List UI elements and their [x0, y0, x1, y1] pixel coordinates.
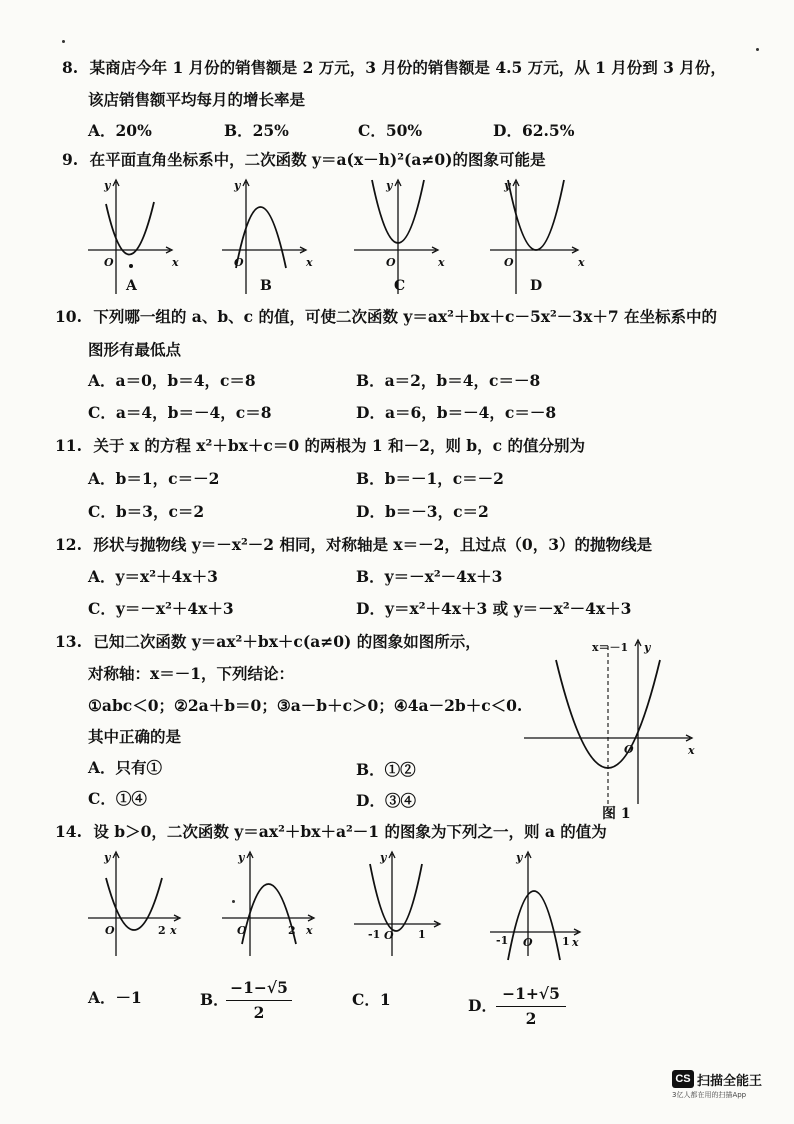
- scanner-brand: 扫描全能王: [697, 1073, 763, 1089]
- q8-option-a: A．20%: [88, 121, 152, 140]
- q10-number: 10.: [55, 307, 82, 326]
- q12-stem: 形状与抛物线 y＝－x²－2 相同，对称轴是 x＝－2，且过点（0，3）的抛物线是: [93, 535, 652, 554]
- vertex-dot: [129, 264, 133, 268]
- root-label-negative: -1: [368, 928, 381, 941]
- figure-caption: 图 1: [602, 806, 631, 822]
- root-label-positive: 1: [418, 928, 426, 941]
- q13-line-4: 其中正确的是: [88, 727, 182, 746]
- q11-option-b: B．b＝－1，c＝－2: [356, 469, 504, 488]
- parabola-curve: [370, 864, 422, 931]
- q14-option-b-letter: B．: [200, 990, 229, 1009]
- fraction-bar: [496, 1006, 566, 1007]
- q11-line-1: [55, 436, 585, 456]
- q14-option-b-fraction: [226, 978, 292, 1023]
- y-axis-label: y: [234, 179, 241, 192]
- q12-line-1: [55, 535, 652, 555]
- fraction-numerator: −1−√5: [230, 978, 288, 997]
- origin-label: O: [234, 256, 244, 269]
- x-axis-label: x: [578, 256, 585, 269]
- q8-option-b: B．25%: [224, 121, 289, 140]
- origin-label: O: [237, 924, 247, 937]
- root-label-positive: 1: [562, 935, 570, 948]
- q14-figure-1: [86, 848, 191, 960]
- q8-number: 8.: [62, 58, 79, 77]
- x-axis-label: x: [688, 744, 695, 757]
- q11-number: 11.: [55, 436, 82, 455]
- q8-stem: 某商店今年 1 月份的销售额是 2 万元，3 月份的销售额是 4.5 万元，从 1 月份到 3 月份，: [89, 58, 726, 77]
- symmetry-axis-label: x＝－1: [592, 641, 629, 654]
- q10-option-a: A．a＝0，b＝4，c＝8: [88, 371, 256, 390]
- q14-option-a: A．－1: [88, 988, 142, 1007]
- origin-label: O: [105, 924, 115, 937]
- q13-line-3: ①abc＜0；②2a＋b＝0；③a－b＋c＞0；④4a－2b＋c＜0.: [88, 696, 523, 715]
- y-axis-label: y: [238, 851, 245, 864]
- q13-number: 13.: [55, 632, 82, 651]
- x-axis-label: x: [170, 924, 177, 937]
- x-axis-label: x: [438, 256, 445, 269]
- q10-option-d: D．a＝6，b＝－4，c＝－8: [356, 403, 557, 422]
- fraction-denominator: 2: [525, 1009, 537, 1028]
- q8-option-d: D．62.5%: [493, 121, 575, 140]
- scan-speck: [756, 48, 759, 51]
- x-axis-label: x: [306, 924, 313, 937]
- q14-line-1: [55, 822, 607, 842]
- q11-stem: 关于 x 的方程 x²＋bx＋c＝0 的两根为 1 和－2，则 b，c 的值分别为: [93, 436, 585, 455]
- scan-speck: [232, 900, 235, 903]
- q13-option-d: D．③④: [356, 791, 416, 810]
- origin-label: O: [624, 743, 634, 756]
- origin-label: O: [504, 256, 514, 269]
- y-axis-label: y: [516, 851, 523, 864]
- x-axis-label: x: [172, 256, 179, 269]
- q13-figure: [520, 636, 705, 822]
- q14-option-d-letter: D．: [468, 996, 497, 1015]
- q12-option-c: C．y＝－x²＋4x＋3: [88, 599, 234, 618]
- q13-stem: 已知二次函数 y＝ax²＋bx＋c(a≠0) 的图象如图所示，: [93, 632, 481, 651]
- scanner-logo-icon: CS: [672, 1070, 694, 1088]
- scan-speck: [62, 40, 65, 43]
- origin-label: O: [384, 929, 394, 942]
- q9-figure-c: [352, 176, 452, 298]
- origin-label: O: [386, 256, 396, 269]
- scanner-watermark: [672, 1068, 763, 1099]
- q14-figure-4: [488, 848, 593, 960]
- x-axis-label: x: [572, 936, 579, 949]
- parabola-curve: [508, 891, 560, 960]
- q10-line-1: [55, 307, 717, 327]
- q10-option-c: C．a＝4，b＝－4，c＝8: [88, 403, 272, 422]
- fraction-denominator: 2: [253, 1003, 265, 1022]
- y-axis-label: y: [104, 851, 111, 864]
- q10-stem: 下列哪一组的 a、b、c 的值，可使二次函数 y＝ax²＋bx＋c－5x²－3x＋7 在坐标系中的: [93, 307, 718, 326]
- origin-label: O: [523, 936, 533, 949]
- q13-line-1: [55, 632, 481, 652]
- q14-figure-3: [352, 848, 457, 960]
- q14-number: 14.: [55, 822, 82, 841]
- q11-option-d: D．b＝－3，c＝2: [356, 502, 489, 521]
- q14-option-c: C．1: [352, 990, 391, 1009]
- fraction-bar: [226, 1000, 292, 1001]
- scanner-tagline: 3亿人都在用的扫描App: [672, 1091, 747, 1099]
- root-label-negative: -1: [496, 934, 509, 947]
- q9-number: 9.: [62, 150, 79, 169]
- y-axis-label: y: [104, 179, 111, 192]
- q12-number: 12.: [55, 535, 82, 554]
- q9-caption-d: D: [530, 278, 543, 294]
- q14-option-d-fraction: [496, 984, 566, 1029]
- q14-figure-2: [220, 848, 325, 960]
- q13-option-b: B．①②: [356, 760, 416, 779]
- q9-caption-b: B: [260, 278, 272, 294]
- y-axis-label: y: [644, 641, 651, 654]
- q9-caption-c: C: [394, 278, 406, 294]
- q14-stem: 设 b＞0，二次函数 y＝ax²＋bx＋a²－1 的图象为下列之一，则 a 的值为: [93, 822, 607, 841]
- root-label: 2: [158, 924, 166, 937]
- q13-line-2: 对称轴：x＝－1，下列结论：: [88, 664, 295, 683]
- y-axis-label: y: [504, 179, 511, 192]
- q12-option-a: A．y＝x²＋4x＋3: [88, 567, 218, 586]
- q9-figure-a: [86, 176, 186, 298]
- root-label: 2: [288, 924, 296, 937]
- q8-line-1: [62, 58, 726, 78]
- y-axis-label: y: [386, 179, 393, 192]
- q9-figure-b: [220, 176, 320, 298]
- q13-option-c: C．①④: [88, 789, 147, 808]
- q9-stem: 在平面直角坐标系中，二次函数 y＝a(x－h)²(a≠0)的图象可能是: [89, 150, 546, 169]
- q10-line-2: 图形有最低点: [88, 340, 182, 359]
- q12-option-d: D．y＝x²＋4x＋3 或 y＝－x²－4x＋3: [356, 599, 632, 618]
- fraction-numerator: −1+√5: [502, 984, 560, 1003]
- q9-caption-a: A: [126, 278, 137, 294]
- origin-label: O: [104, 256, 114, 269]
- parabola-curve: [106, 878, 162, 930]
- y-axis-label: y: [380, 851, 387, 864]
- q9-line-1: [62, 150, 546, 170]
- q8-line-2: 该店销售额平均每月的增长率是: [88, 90, 306, 109]
- q8-option-c: C．50%: [358, 121, 423, 140]
- q11-option-c: C．b＝3，c＝2: [88, 502, 205, 521]
- parabola-curve: [106, 202, 154, 255]
- x-axis-label: x: [306, 256, 313, 269]
- q9-figure-d: [488, 176, 588, 298]
- q13-option-a: A．只有①: [88, 758, 163, 777]
- q10-option-b: B．a＝2，b＝4，c＝－8: [356, 371, 541, 390]
- q11-option-a: A．b＝1，c＝－2: [88, 469, 220, 488]
- q12-option-b: B．y＝－x²－4x＋3: [356, 567, 503, 586]
